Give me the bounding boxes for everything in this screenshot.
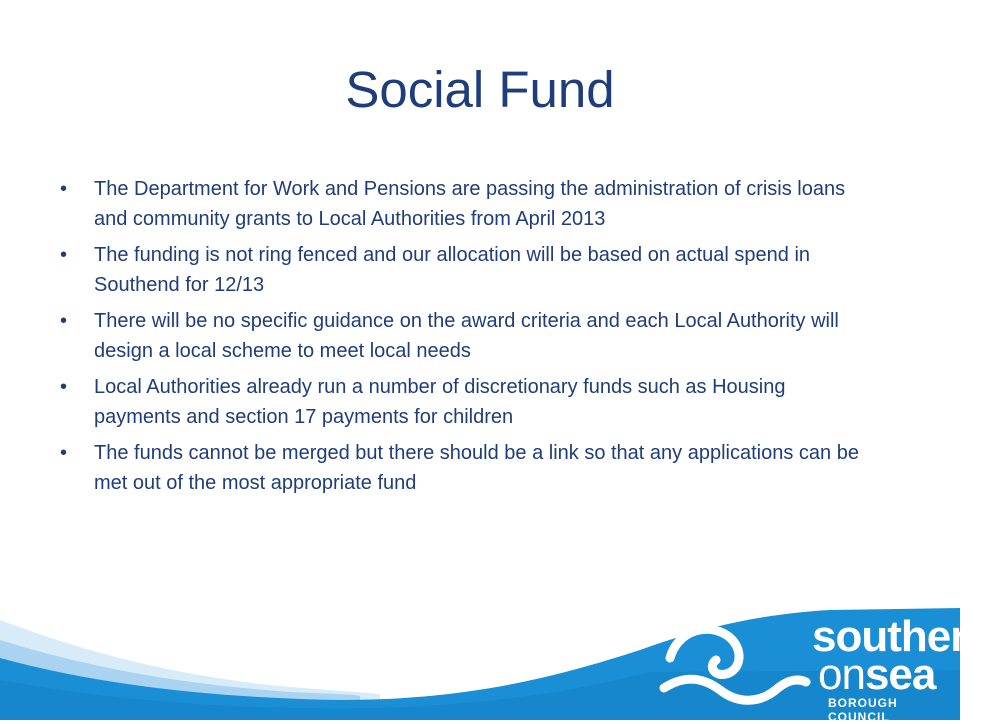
logo-text-southend: southend (812, 612, 1002, 661)
logo-text-onsea (818, 652, 935, 698)
bullet-dot-icon: • (60, 178, 68, 200)
bullet-text: There will be no specific guidance on the award criteria and each Local Authority will design a local scheme to meet local needs (94, 310, 839, 362)
logo-text-sea: sea (864, 650, 936, 699)
bullet-item (60, 372, 860, 432)
slide-title: Social Fund (345, 61, 615, 118)
bullet-item (60, 306, 860, 366)
bullet-text: The Department for Work and Pensions are passing the administration of crisis loans and community grants to Local Authorities from April 2013 (94, 178, 846, 230)
bullet-item (60, 174, 860, 234)
bullet-list (60, 174, 860, 504)
bullet-dot-icon: • (60, 442, 68, 464)
bullet-dot-icon: • (60, 310, 68, 332)
logo-text-on: on (818, 650, 865, 699)
bullet-item (60, 240, 860, 300)
bullet-dot-icon: • (60, 376, 68, 398)
bullet-text: The funding is not ring fenced and our allocation will be based on actual spend in Southend for 12/13 (94, 244, 811, 296)
bullet-item (60, 438, 860, 498)
bullet-text: The funds cannot be merged but there should be a link so that any applications can be met out of the most appropriate fund (94, 442, 859, 494)
wave-logo-icon (660, 618, 810, 710)
logo-subtitle: BOROUGH COUNCIL (828, 696, 898, 724)
bullet-dot-icon: • (60, 244, 68, 266)
southend-on-sea-logo (660, 612, 1002, 724)
bullet-text: Local Authorities already run a number of discretionary funds such as Housing payments and section 17 payments for children (94, 376, 786, 428)
